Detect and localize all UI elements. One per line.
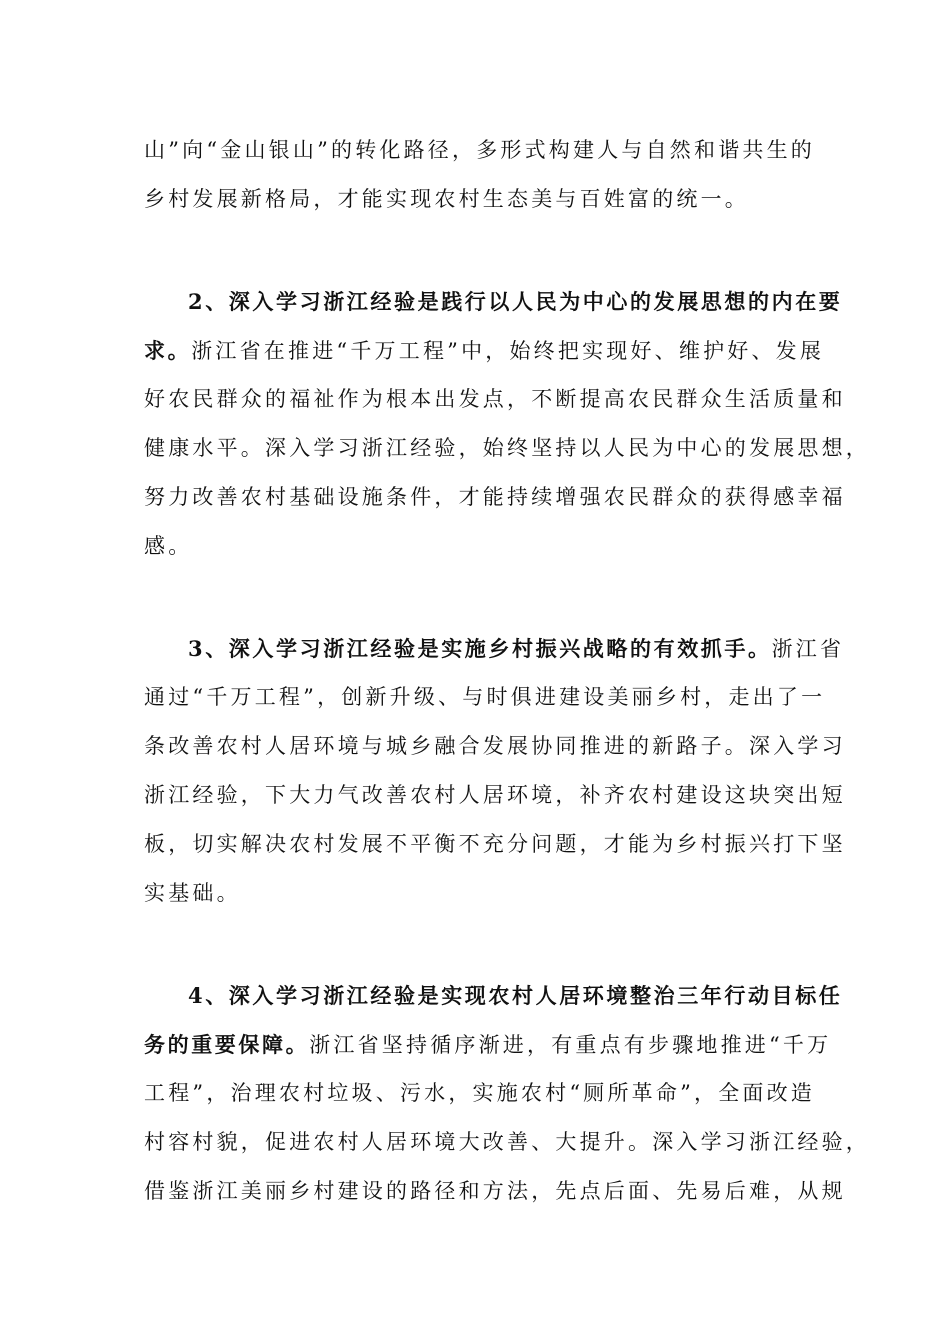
body-text: 浙江省: [771, 637, 845, 661]
text-line: 借鉴浙江美丽乡村建设的路径和方法，先点后面、先易后难，从规: [144, 1179, 846, 1203]
paragraph-heading-line: [144, 624, 845, 673]
text-line: 感。: [144, 534, 193, 558]
text-line: 好农民群众的福祉作为根本出发点，不断提高农民群众生活质量和: [144, 387, 846, 411]
text-line: 板，切实解决农村发展不平衡不充分问题，才能为乡村振兴打下坚: [144, 832, 846, 856]
heading-text: 务的重要保障。: [144, 1032, 310, 1057]
paragraph-heading-line: [144, 277, 843, 326]
heading-text: 4、深入学习浙江经验是实现农村人居环境整治三年行动目标任: [188, 983, 843, 1008]
paragraph-1: [144, 126, 824, 224]
paragraph-heading-line: [144, 971, 843, 1020]
text-line: 实基础。: [144, 881, 241, 905]
body-text: 浙江省坚持循序渐进，有重点有步骤地推进“千万: [309, 1033, 832, 1057]
text-line: [144, 1020, 832, 1069]
heading-text: 2、深入学习浙江经验是践行以人民为中心的发展思想的内在要: [188, 289, 843, 314]
text-line: 村容村貌，促进农村人居环境大改善、大提升。深入学习浙江经验，: [144, 1130, 870, 1154]
text-line: 努力改善农村基础设施条件，才能持续增强农民群众的获得感幸福: [144, 485, 846, 509]
paragraph-2: [144, 277, 870, 571]
body-text: 浙江省在推进“千万工程”中，始终把实现好、维护好、发展: [191, 339, 825, 363]
heading-text: 3、深入学习浙江经验是实施乡村振兴战略的有效抓手。: [188, 636, 772, 661]
text-line: 工程”，治理农村垃圾、污水，实施农村“厕所革命”，全面改造: [144, 1081, 816, 1105]
text-line: 浙江经验，下大力气改善农村人居环境，补齐农村建设这块突出短: [144, 783, 846, 807]
text-line: [144, 326, 824, 375]
text-line: 健康水平。深入学习浙江经验，始终坚持以人民为中心的发展思想，: [144, 436, 870, 460]
text-line: 乡村发展新格局，才能实现农村生态美与百姓富的统一。: [144, 187, 749, 211]
paragraph-3: [144, 624, 846, 918]
text-line: 条改善农村人居环境与城乡融合发展协同推进的新路子。深入学习: [144, 734, 846, 758]
paragraph-4: [144, 971, 870, 1216]
text-line: 通过“千万工程”，创新升级、与时俱进建设美丽乡村，走出了一: [144, 685, 826, 709]
heading-text: 求。: [144, 338, 192, 363]
text-line: 山”向“金山银山”的转化路径，多形式构建人与自然和谐共生的: [144, 138, 816, 162]
